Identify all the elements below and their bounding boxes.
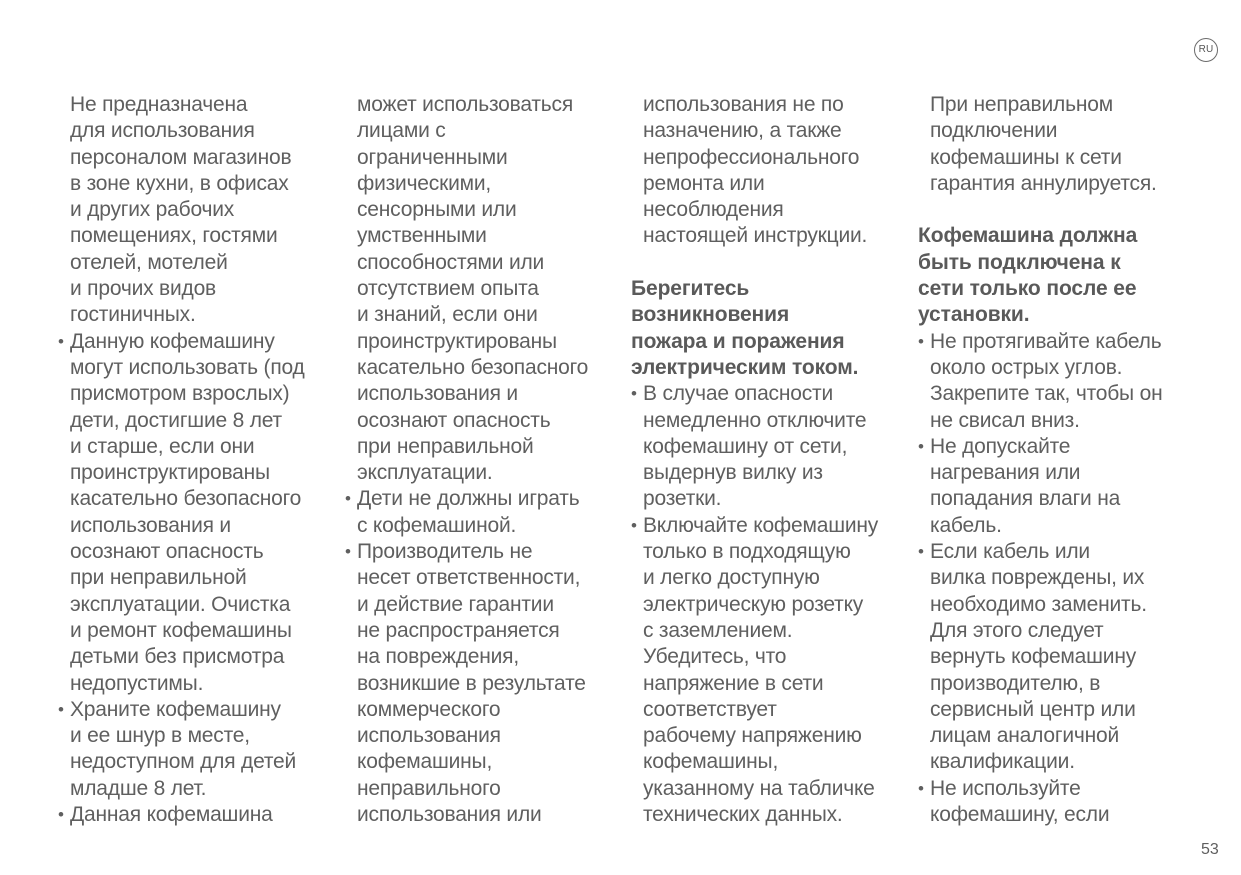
- text-line: сервисный центр или: [930, 697, 1136, 721]
- text-line: • Данная кофемашина: [70, 802, 305, 828]
- text-line: попадания влаги на: [930, 487, 1121, 511]
- text-line: осознают опасность: [70, 540, 264, 564]
- text-column-1: [70, 92, 305, 828]
- text-line: Убедитесь, что: [643, 645, 787, 669]
- text-line: лицами с: [357, 119, 446, 143]
- text-line: сети только после ее: [918, 277, 1137, 301]
- bullet-item: [70, 802, 305, 828]
- text-column-4: [918, 92, 1163, 828]
- text-line: только в подходящую: [643, 540, 851, 564]
- text-line: непрофессионального: [643, 145, 860, 169]
- text-line: При неправильном: [930, 93, 1113, 116]
- bullet-item: [930, 539, 1162, 776]
- text-line: • В случае опасности: [643, 381, 878, 407]
- paragraph-continuation: [930, 92, 1162, 197]
- text-line: Берегитесь: [631, 277, 750, 301]
- text-line: электрическим током.: [631, 355, 859, 379]
- text-line: недоступном для детей: [70, 750, 297, 774]
- paragraph-gap: [643, 250, 878, 276]
- text-line: технических данных.: [643, 803, 843, 827]
- text-line: напряжение в сети: [643, 671, 824, 695]
- text-line: пожара и поражения: [631, 329, 845, 353]
- bullet-item: [930, 434, 1162, 539]
- bullet-item: [70, 697, 305, 802]
- text-line: кофемашины,: [357, 750, 493, 774]
- language-badge: RU: [1194, 38, 1218, 62]
- text-line: электрическую розетку: [643, 592, 864, 616]
- text-line: около острых углов.: [930, 355, 1123, 379]
- text-line: осознают опасность: [357, 408, 551, 432]
- text-column-2: [357, 92, 588, 828]
- text-column-3: [631, 92, 879, 828]
- text-line: • Не используйте: [930, 776, 1162, 802]
- text-line: касательно безопасного: [357, 355, 589, 379]
- text-line: подключении: [930, 119, 1058, 143]
- bullet-item: [643, 381, 878, 512]
- text-line: использования или: [357, 803, 542, 827]
- text-line: кофемашины,: [643, 750, 779, 774]
- text-line: выдернув вилку из: [643, 461, 823, 485]
- text-line: отсутствием опыта: [357, 277, 539, 301]
- text-line: умственными: [357, 224, 487, 248]
- text-line: • Производитель не: [357, 539, 588, 565]
- text-line: сенсорными или: [357, 198, 517, 222]
- text-line: использования не по: [643, 93, 844, 116]
- text-line: кофемашину, если: [930, 803, 1110, 827]
- text-line: вернуть кофемашину: [930, 645, 1137, 669]
- text-line: гостиничных.: [70, 303, 196, 327]
- text-line: отелей, мотелей: [70, 250, 228, 274]
- text-line: младше 8 лет.: [70, 776, 207, 800]
- text-line: на повреждения,: [357, 645, 519, 669]
- text-line: нагревания или: [930, 461, 1081, 485]
- bullet-item: [643, 513, 878, 829]
- text-line: использования: [357, 724, 501, 748]
- text-line: гарантия аннулируется.: [930, 171, 1157, 195]
- text-line: указанному на табличке: [643, 776, 875, 800]
- text-line: несет ответственности,: [357, 566, 581, 590]
- bullet-item: [930, 329, 1162, 434]
- text-line: в зоне кухни, в офисах: [70, 171, 289, 195]
- text-line: персоналом магазинов: [70, 145, 292, 169]
- text-line: и ремонт кофемашины: [70, 618, 292, 642]
- text-line: Закрепите так, чтобы он: [930, 382, 1163, 406]
- text-line: лицам аналогичной: [930, 724, 1120, 748]
- bullet-item: [357, 486, 588, 539]
- text-line: • Не допускайте: [930, 434, 1162, 460]
- text-line: для использования: [70, 119, 255, 143]
- text-line: дети, достигшие 8 лет: [70, 408, 282, 432]
- text-line: детьми без присмотра: [70, 645, 285, 669]
- text-line: при неправильной: [70, 566, 247, 590]
- text-line: коммерческого: [357, 697, 501, 721]
- text-line: рабочему напряжению: [643, 724, 862, 748]
- text-line: не свисал вниз.: [930, 408, 1080, 432]
- text-line: кабель.: [930, 513, 1002, 537]
- text-line: ремонта или: [643, 171, 765, 195]
- text-line: Кофемашина должна: [918, 224, 1138, 248]
- text-line: и старше, если они: [70, 434, 255, 458]
- bullet-item: [930, 776, 1162, 829]
- text-line: эксплуатации.: [357, 461, 493, 485]
- text-line: необходимо заменить.: [930, 592, 1147, 616]
- text-line: с кофемашиной.: [357, 513, 517, 537]
- text-line: с заземлением.: [643, 618, 793, 642]
- page-number: 53: [1201, 841, 1219, 858]
- paragraph-continuation: [70, 92, 305, 329]
- text-line: производителю, в: [930, 671, 1101, 695]
- text-line: проинструктированы: [70, 461, 270, 485]
- text-line: назначению, а также: [643, 119, 842, 143]
- text-line: • Если кабель или: [930, 539, 1162, 565]
- text-line: и знаний, если они: [357, 303, 538, 327]
- text-line: • Данную кофемашину: [70, 329, 305, 355]
- text-line: квалификации.: [930, 750, 1075, 774]
- paragraph-continuation: [643, 92, 878, 250]
- text-line: кофемашину от сети,: [643, 434, 848, 458]
- text-line: кофемашины к сети: [930, 145, 1122, 169]
- text-line: возникновения: [631, 303, 790, 327]
- text-line: • Дети не должны играть: [357, 486, 588, 512]
- text-line: неправильного: [357, 776, 501, 800]
- text-line: • Включайте кофемашину: [643, 513, 878, 539]
- section-heading: [631, 276, 878, 381]
- text-line: при неправильной: [357, 434, 534, 458]
- text-line: и ее шнур в месте,: [70, 724, 250, 748]
- text-line: и прочих видов: [70, 277, 217, 301]
- paragraph-gap: [930, 197, 1162, 223]
- text-line: установки.: [918, 303, 1030, 327]
- text-line: немедленно отключите: [643, 408, 867, 432]
- text-line: физическими,: [357, 171, 492, 195]
- text-line: • Не протягивайте кабель: [930, 329, 1162, 355]
- text-line: может использоваться: [357, 93, 574, 116]
- text-line: использования и: [357, 382, 518, 406]
- text-line: проинструктированы: [357, 329, 557, 353]
- text-line: ограниченными: [357, 145, 508, 169]
- text-line: помещениях, гостями: [70, 224, 278, 248]
- bullet-item: [70, 329, 305, 697]
- text-line: настоящей инструкции.: [643, 224, 868, 248]
- text-line: вилка повреждены, их: [930, 566, 1145, 590]
- text-line: эксплуатации. Очистка: [70, 592, 291, 616]
- text-line: и действие гарантии: [357, 592, 554, 616]
- text-line: касательно безопасного: [70, 487, 302, 511]
- text-line: Для этого следует: [930, 618, 1104, 642]
- text-line: быть подключена к: [918, 250, 1121, 274]
- text-line: соответствует: [643, 697, 777, 721]
- section-heading: [918, 223, 1162, 328]
- text-line: и легко доступную: [643, 566, 820, 590]
- text-line: и других рабочих: [70, 198, 235, 222]
- text-line: не распространяется: [357, 618, 560, 642]
- text-line: розетки.: [643, 487, 722, 511]
- text-line: использования и: [70, 513, 231, 537]
- text-line: несоблюдения: [643, 198, 784, 222]
- text-line: Не предназначена: [70, 93, 248, 116]
- text-line: способностями или: [357, 250, 545, 274]
- bullet-item: [357, 539, 588, 828]
- paragraph-continuation: [357, 92, 588, 486]
- text-line: недопустимы.: [70, 671, 204, 695]
- text-line: • Храните кофемашину: [70, 697, 305, 723]
- text-line: возникшие в результате: [357, 671, 586, 695]
- text-line: могут использовать (под: [70, 355, 305, 379]
- text-line: присмотром взрослых): [70, 382, 290, 406]
